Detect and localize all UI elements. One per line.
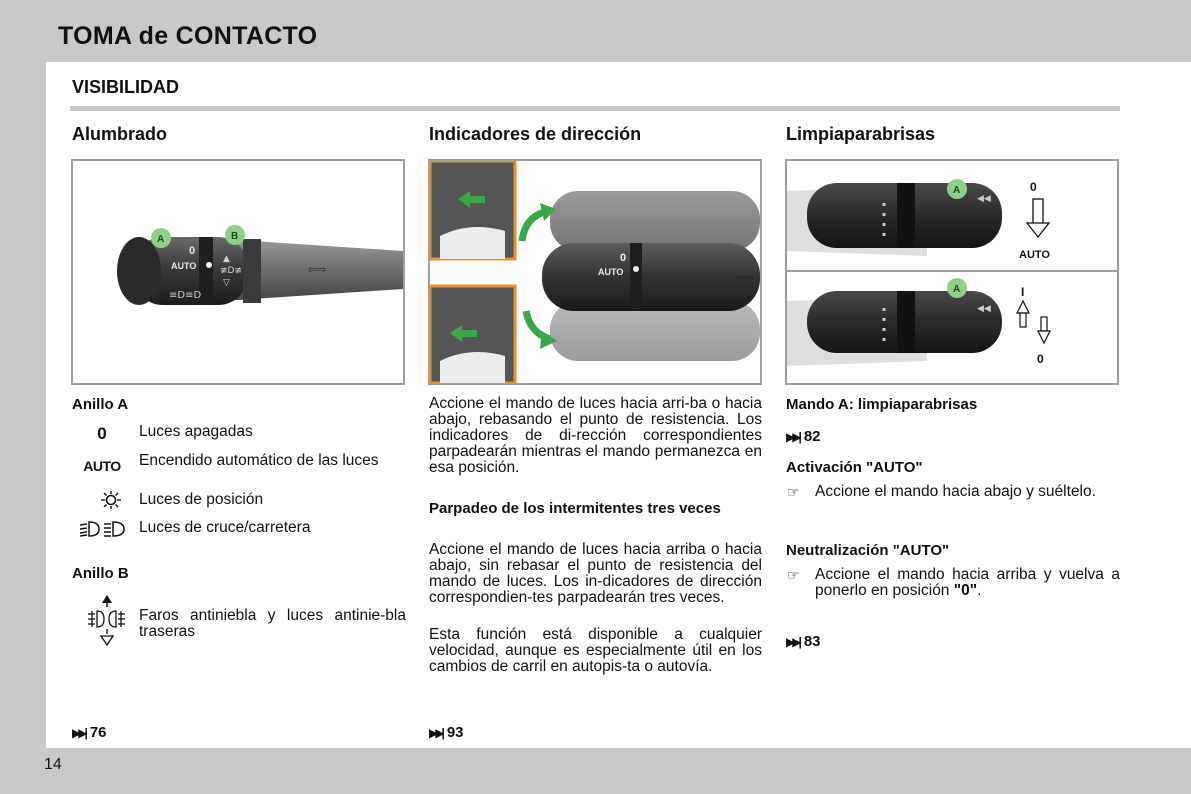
svg-text:▪: ▪ [882,211,887,218]
svg-text:▪: ▪ [882,306,887,313]
wiper-control-title: Mando A: limpiaparabrisas [786,396,978,413]
svg-text:≡D≡D: ≡D≡D [169,290,202,301]
page-reference-93[interactable]: ▶▶| 93 [429,724,464,741]
svg-text:⇦⇨: ⇦⇨ [308,263,327,276]
indicators-subtitle: Parpadeo de los intermitentes tres veces [429,500,721,517]
wiper-label-a-bottom: A [953,284,961,295]
position-lights-icon [72,491,132,514]
legend-text: Luces apagadas [139,423,253,440]
svg-text:▪: ▪ [882,326,887,333]
wiper-pos-i: I [1021,285,1025,299]
svg-text:▪: ▪ [882,221,887,228]
wiper-pos-0b: 0 [1037,352,1044,366]
indicators-illustration [430,161,760,383]
indicators-paragraph-3: Esta función está disponible a cualquier velocidad, aunque es especialmente útil en los cambios de carril en autopis-ta o autovía. [429,626,762,675]
legend-text: Encendido automático de las luces [139,452,379,469]
next-page-icon: ▶▶| [429,726,442,740]
section-title: VISIBILIDAD [72,77,180,97]
auto-icon: AUTO [83,458,121,474]
pointing-hand-icon: ☞ [787,484,800,500]
legend-text: Luces de posición [139,491,264,508]
lighting-stalk-figure [71,159,405,385]
lighting-stalk-illustration [73,161,403,383]
ring-a-title: Anillo A [72,396,129,413]
indicators-paragraph-1: Accione el mando de luces hacia arri-ba o hacia abajo, rebasando el punto de resistencia. Los indicadores de di-rección correspondientes parpadearán mientras el mando permanezca en esa posición. [429,395,762,476]
wipers-illustration [787,161,1117,383]
indicator-stalk-off: 0 [620,252,627,264]
page-title: TOMA de CONTACTO [58,22,318,50]
svg-text:▪: ▪ [882,201,887,208]
activation-text: Accione el mando hacia abajo y suéltelo. [815,483,1096,500]
next-page-icon: ▶▶| [786,635,799,649]
stalk-auto-label: AUTO [171,261,197,271]
wiper-down-arrow-icon [1027,199,1049,237]
wipers-title: Limpiaparabrisas [786,124,936,144]
indicator-stalk-auto: AUTO [598,267,624,277]
wiper-pos-auto: AUTO [1019,249,1050,261]
section-divider [70,106,1120,111]
indicators-title: Indicadores de dirección [429,124,642,144]
wiper-label-a-top: A [953,185,961,196]
lighting-title: Alumbrado [72,124,168,144]
pointing-hand-icon: ☞ [787,567,800,583]
wiper-pos-0: 0 [1030,180,1037,194]
svg-text:▪: ▪ [882,231,887,238]
next-page-icon: ▶▶| [72,726,85,740]
indicators-paragraph-2: Accione el mando de luces hacia arriba o hacia abajo, sin rebasar el punto de resistencia del mando de luces. Los in-dicadores de dirección correspondien-tes parpadearán tres veces. [429,541,762,606]
legend-item-fog [72,594,406,646]
svg-text:▽: ▽ [223,278,230,288]
stalk-off-label: 0 [189,245,196,257]
legend-text: Luces de cruce/carretera [139,519,311,536]
fog-lights-icon [72,594,132,651]
neutralization-text: Accione el mando hacia arriba y vuelva a ponerlo en posición "0". [815,566,1120,599]
off-icon: 0 [97,424,107,443]
legend-item-off [72,424,406,444]
legend-item-position [72,492,406,512]
legend-item-beam [72,520,406,540]
legend-item-auto [72,453,406,487]
neutralization-title: Neutralización "AUTO" [786,542,950,559]
page-reference-83[interactable]: ▶▶| 83 [786,633,821,650]
indicators-figure [428,159,762,385]
page-number: 14 [44,756,62,773]
label-a: A [157,234,165,245]
wipers-figure [785,159,1119,385]
svg-text:▲: ▲ [223,254,230,264]
svg-text:◀◀: ◀◀ [977,194,991,204]
activation-title: Activación "AUTO" [786,459,923,476]
label-b: B [231,231,239,242]
next-page-icon: ▶▶| [786,430,799,444]
page-reference-76[interactable]: ▶▶| 76 [72,724,107,741]
svg-text:⇦⇨: ⇦⇨ [735,271,754,284]
dipped-main-beam-icon [72,520,132,543]
svg-text:▪: ▪ [882,316,887,323]
svg-text:▪: ▪ [882,336,887,343]
page-reference-82[interactable]: ▶▶| 82 [786,428,821,445]
svg-text:≢D≢: ≢D≢ [220,266,243,276]
svg-text:◀◀: ◀◀ [977,304,991,314]
wiper-up-down-arrow-icon [1017,301,1050,343]
legend-text: Faros antiniebla y luces antinie-bla traseras [139,607,406,640]
ring-b-title: Anillo B [72,565,129,582]
